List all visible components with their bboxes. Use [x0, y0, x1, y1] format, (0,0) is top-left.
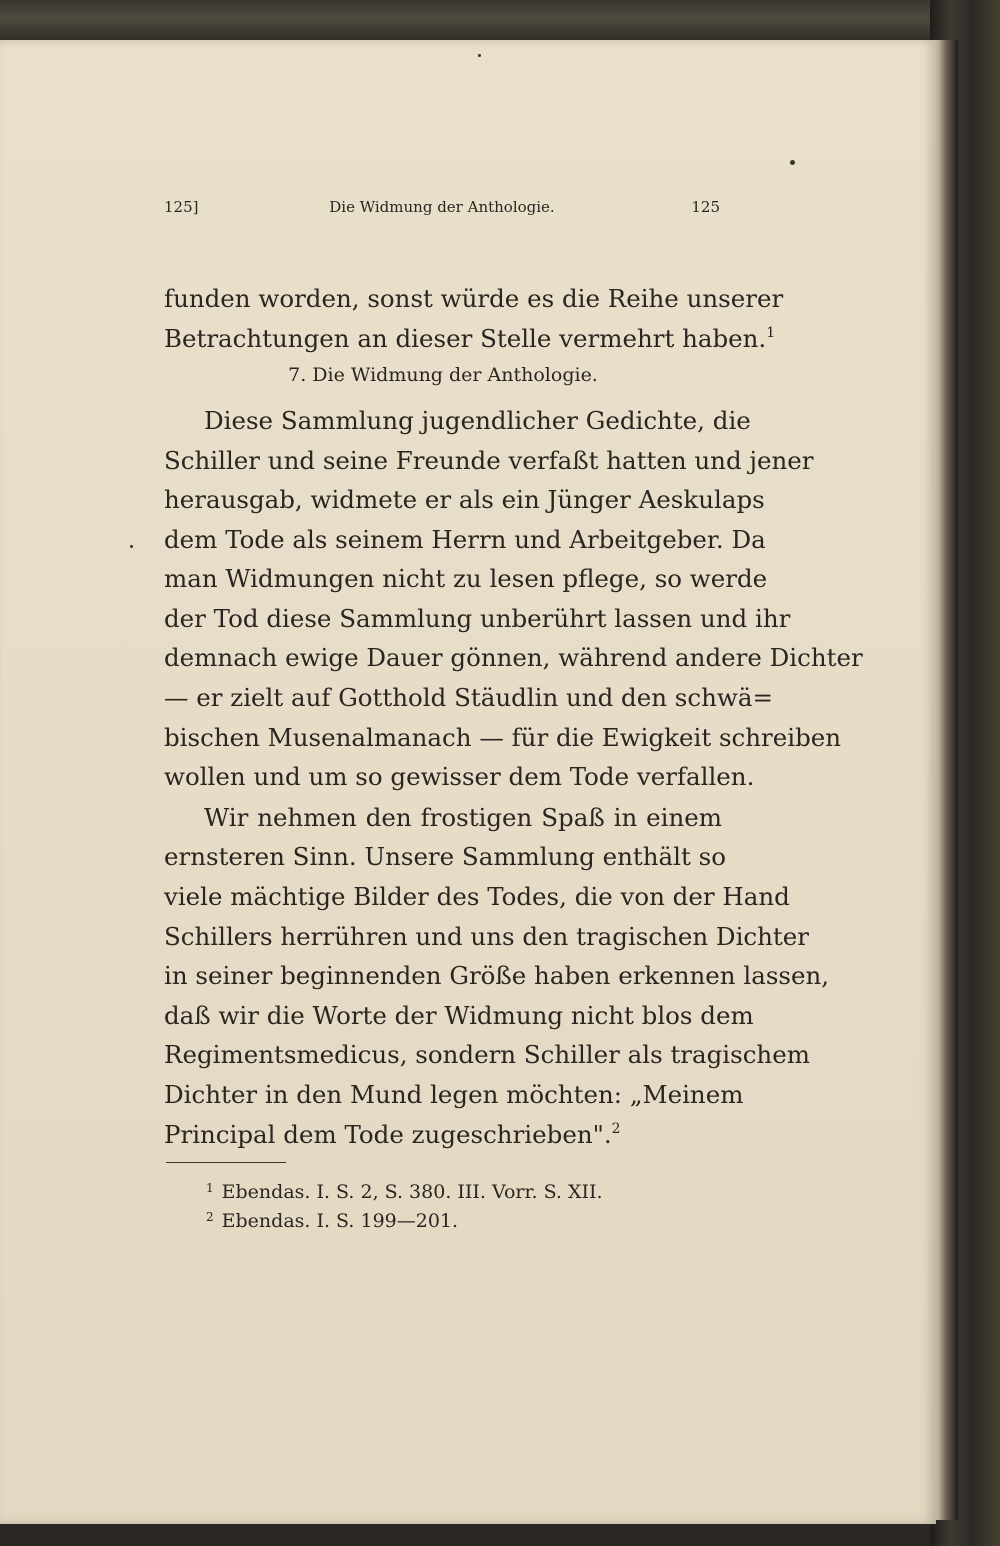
body-line: der Tod diese Sammlung unberührt lassen und ihr	[164, 604, 791, 633]
paper-speck	[130, 545, 133, 548]
running-head-title: Die Widmung der Anthologie.	[329, 198, 555, 216]
footnote-ref: 1	[766, 325, 776, 341]
body-line: herausgab, widmete er als ein Jünger Aeskulaps	[164, 485, 765, 514]
body-line: bischen Musenalmanach — für die Ewigkeit schreiben	[164, 723, 842, 752]
footnote-text: Ebendas. I. S. 2, S. 380. III. Vorr. S. XII.	[221, 1181, 603, 1203]
section-heading: 7. Die Widmung der Anthologie.	[288, 364, 598, 386]
body-line: man Widmungen nicht zu lesen pflege, so werde	[164, 564, 768, 593]
body-line: dem Tode als seinem Herrn und Arbeitgeber. Da	[164, 525, 766, 554]
body-line: Principal dem Tode zugeschrieben".$^2$	[164, 1120, 621, 1149]
footnote	[206, 1204, 458, 1234]
footnote	[206, 1175, 603, 1205]
footnote-mark: 2	[206, 1210, 214, 1224]
body-line: wollen und um so gewisser dem Tode verfallen.	[164, 762, 755, 791]
body-line: funden worden, sonst würde es die Reihe unserer	[164, 284, 784, 313]
paper-speck	[478, 54, 481, 57]
footnote-rule	[166, 1162, 286, 1163]
body-line: Betrachtungen an dieser Stelle vermehrt haben.$^1$	[164, 324, 776, 353]
body-line: demnach ewige Dauer gönnen, während andere Dichter	[164, 643, 863, 672]
body-line: Dichter in den Mund legen möchten: „Meinem	[164, 1080, 744, 1109]
body-line: viele mächtige Bilder des Todes, die von der Hand	[164, 882, 790, 911]
body-line: Diese Sammlung jugendlicher Gedichte, die	[204, 406, 751, 435]
body-line: — er zielt auf Gotthold Stäudlin und den schwä=	[164, 683, 773, 712]
running-head-page-ref: 125]	[164, 198, 199, 216]
book-cover-top-edge	[0, 0, 1000, 44]
footnote-mark: 1	[206, 1181, 214, 1195]
body-line: daß wir die Worte der Widmung nicht blos dem	[164, 1001, 754, 1030]
body-line: Schiller und seine Freunde verfaßt hatten und jener	[164, 446, 814, 475]
body-line: Wir nehmen den frostigen Spaß in einem	[204, 803, 722, 832]
footnote-ref: 2	[611, 1121, 621, 1137]
body-line: in seiner beginnenden Größe haben erkennen lassen,	[164, 961, 830, 990]
body-line: Regimentsmedicus, sondern Schiller als tragischem	[164, 1040, 810, 1069]
running-head	[164, 198, 720, 222]
body-line: ernsteren Sinn. Unsere Sammlung enthält so	[164, 842, 726, 871]
page-number: 125	[691, 198, 720, 216]
footnote-text: Ebendas. I. S. 199—201.	[221, 1210, 459, 1232]
body-line: Schillers herrühren und uns den tragischen Dichter	[164, 922, 809, 951]
paper-speck	[790, 160, 795, 165]
